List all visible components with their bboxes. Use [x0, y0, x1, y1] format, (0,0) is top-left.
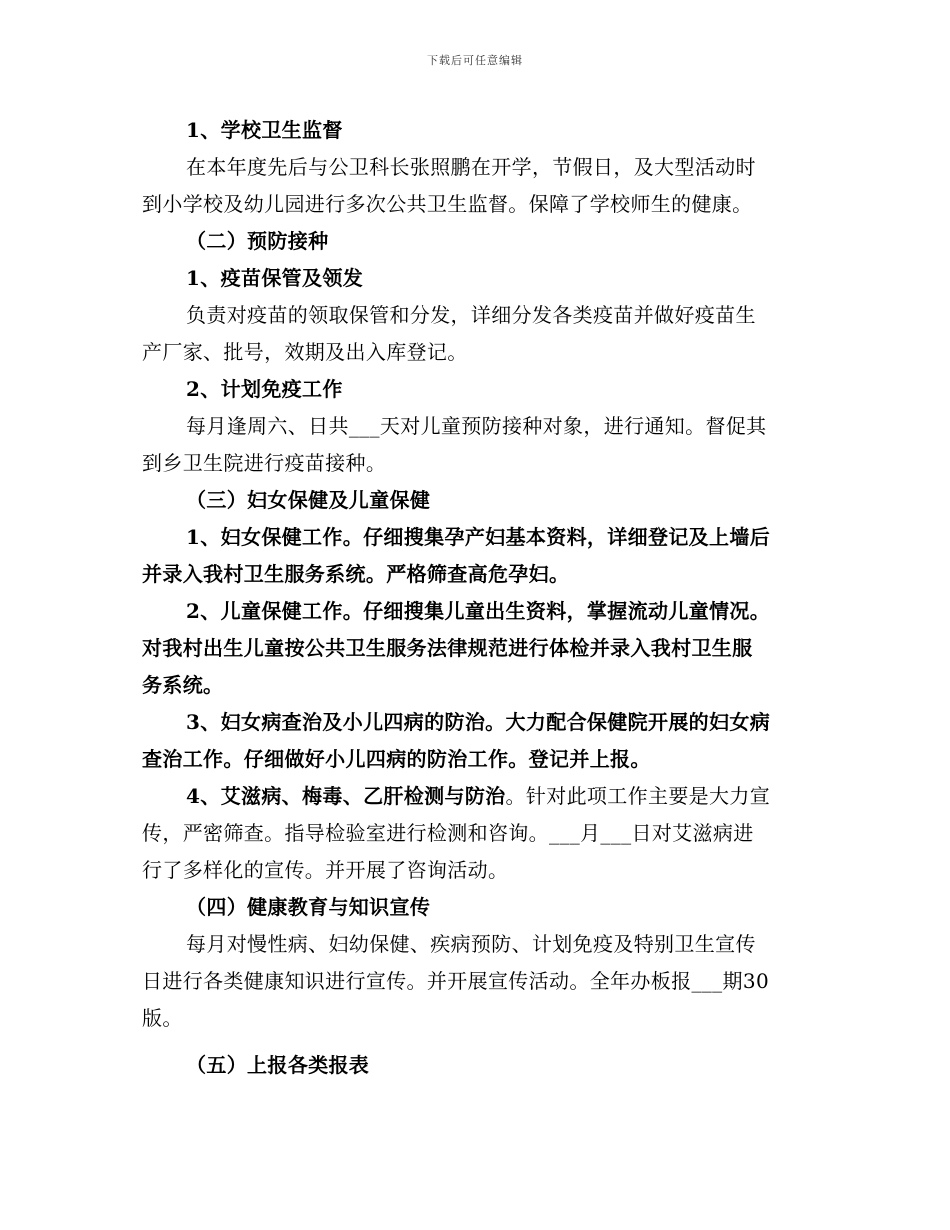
heading-women-children-health: （三）妇女保健及儿童保健: [186, 488, 431, 512]
text-run: 传，严密筛查。指导检验室进行检测和咨询。: [142, 821, 549, 845]
section-title-immunization: 2、计划免疫工作: [186, 377, 343, 401]
paragraph-line-bold: 2、儿童保健工作。仔细搜集儿童出生资料，掌握流动儿童情况。: [186, 599, 771, 623]
paragraph-line: 产厂家、批号，效期及出入库登记。: [142, 340, 468, 364]
paragraph-line: [142, 408, 810, 445]
paragraph-line: 每月对慢性病、妇幼保健、疾病预防、计划免疫及特别卫生宣传: [186, 932, 756, 956]
spacer: [142, 1037, 810, 1047]
paragraph-line: 到乡卫生院进行疫苗接种。: [142, 451, 387, 475]
text-run: 日对艾滋病进: [631, 821, 754, 845]
text-run: 每月逢周六、日共: [186, 414, 349, 438]
heading-reports: （五）上报各类报表: [186, 1053, 370, 1077]
page-header: 下载后可任意编辑: [427, 54, 523, 67]
paragraph-line-bold: 并录入我村卫生服务系统。严格筛查高危孕妇。: [142, 562, 570, 586]
blank-field: ___: [600, 821, 632, 845]
heading-vaccination: （二）预防接种: [186, 229, 329, 253]
paragraph-line-bold: 1、妇女保健工作。仔细搜集孕产妇基本资料，详细登记及上墙后: [186, 525, 771, 549]
text-run: 月: [580, 821, 601, 845]
paragraph-line-bold: 对我村出生儿童按公共卫生服务法律规范进行体检并录入我村卫生服: [142, 636, 753, 660]
paragraph-line: 在本年度先后与公卫科长张照鹏在开学，节假日，及大型活动时: [186, 155, 756, 179]
paragraph-line: 到小学校及幼儿园进行多次公共卫生监督。保障了学校师生的健康。: [142, 192, 753, 216]
paragraph-line: [142, 778, 810, 815]
document-body: [142, 112, 810, 1084]
section-title-vaccine-storage: 1、疫苗保管及领发: [186, 266, 364, 290]
text-run: 日进行各类健康知识进行宣传。并开展宣传活动。全年办板报: [142, 969, 692, 993]
paragraph-line-bold: 3、妇女病查治及小儿四病的防治。大力配合保健院开展的妇女病: [186, 710, 771, 734]
text-run: 。针对此项工作主要是大力宣: [505, 784, 771, 808]
section-title-school-hygiene: 1、学校卫生监督: [186, 118, 343, 142]
paragraph-line-bold: 务系统。: [142, 673, 224, 697]
blank-field: ___: [348, 414, 380, 438]
paragraph-line: 版。: [142, 1006, 183, 1030]
heading-health-education: （四）健康教育与知识宣传: [186, 895, 431, 919]
paragraph-line: 行了多样化的宣传。并开展了咨询活动。: [142, 858, 509, 882]
blank-field: ___: [549, 821, 581, 845]
text-run: 期30: [722, 969, 770, 993]
paragraph-line-bold: 查治工作。仔细做好小儿四病的防治工作。登记并上报。: [142, 747, 651, 771]
text-run: 天对儿童预防接种对象，进行通知。督促其: [379, 414, 767, 438]
blank-field: ___: [691, 969, 723, 993]
paragraph-line: [142, 815, 810, 852]
paragraph-line: [142, 963, 810, 1000]
text-run-bold: 4、艾滋病、梅毒、乙肝检测与防治: [186, 784, 506, 808]
paragraph-line: 负责对疫苗的领取保管和分发，详细分发各类疫苗并做好疫苗生: [186, 303, 756, 327]
